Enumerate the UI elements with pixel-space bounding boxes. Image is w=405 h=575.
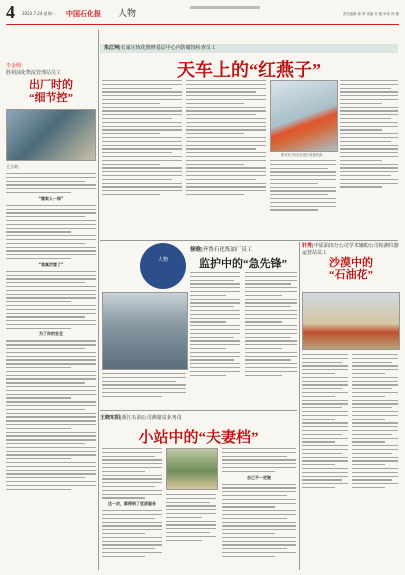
left-author: 王立筑	[6, 164, 18, 169]
right-title-line1: 沙漠中的	[329, 257, 373, 269]
page-number: 4	[6, 2, 15, 22]
left-story	[6, 63, 96, 571]
column-divider	[98, 30, 99, 570]
mid-circle-badge: 人物	[140, 243, 186, 289]
bottom-banner-name: 王晓东阳	[100, 415, 121, 421]
right-banner-desc: |中原油田分公司学术辅助公司检测仪器运营站员工	[302, 243, 399, 256]
left-subhead-1: “像家人一样”	[38, 195, 64, 201]
top-photo-caption: 图为朱江珂正在进行设备检查。	[280, 153, 326, 157]
issue-date: 2023.7.24 星期一	[22, 11, 56, 16]
mid-body-col3	[245, 272, 297, 378]
left-kicker-desc: 胜利油化物流管理站员工	[6, 70, 62, 76]
column-divider-right	[299, 242, 300, 570]
bottom-subhead-2: 自己不一定做	[247, 474, 271, 480]
bottom-body-col3	[222, 448, 296, 560]
header-rule	[190, 6, 260, 9]
left-subhead-2: “我真厉害了”	[38, 261, 64, 267]
right-banner-name: 轩秀	[302, 243, 313, 249]
section-name: 人物	[118, 8, 137, 18]
top-body-col2	[186, 80, 266, 198]
bottom-body-col2	[166, 494, 216, 543]
paper-name: 中国石化报	[66, 10, 101, 18]
top-photo	[270, 80, 338, 152]
mid-photo	[102, 292, 188, 370]
section-divider-2	[100, 410, 297, 411]
mid-body-col2	[190, 272, 240, 378]
right-body-col1	[302, 354, 348, 491]
left-title-line1: 出厂时的	[29, 79, 73, 91]
right-title-line2: “石油花”	[329, 269, 373, 281]
top-story-title: 天车上的“红燕子”	[177, 60, 321, 80]
bottom-body-col1	[102, 448, 162, 560]
section-divider-1	[100, 240, 398, 241]
left-kicker-name: 李金刚：	[6, 63, 27, 69]
bottom-story-title: 小站中的“夫妻档”	[138, 430, 259, 446]
top-banner-desc: |石家庄炼化维修基层中心内防腐蚀检查员工	[119, 45, 216, 51]
bottom-subhead-1: 这一次，都得到了优质服务	[108, 501, 156, 507]
top-body-col3	[270, 160, 336, 213]
mid-story-banner	[190, 245, 296, 255]
top-banner-name: 朱江珂	[104, 45, 120, 51]
right-banner	[302, 243, 400, 257]
top-body-col1	[102, 80, 182, 198]
editor-credits: 责任编辑 徐 李 美编 苏 雅 审读 徐 雅	[342, 12, 399, 16]
left-photo	[6, 109, 96, 161]
bottom-story-banner	[100, 414, 297, 423]
top-story-banner	[100, 44, 398, 53]
mid-story-title: 监护中的“急先锋”	[199, 258, 287, 270]
bottom-banner-desc: |浙江石油公司测量站业务员	[120, 415, 182, 421]
left-subhead-3: 为了你的安全	[39, 331, 63, 337]
right-body-col2	[352, 354, 398, 491]
left-body-text	[6, 173, 96, 568]
mid-banner-desc: |齐鲁石化炼油厂员工	[201, 247, 253, 253]
right-photo	[302, 292, 400, 350]
page-header	[6, 2, 399, 25]
left-title-line2: “细节控”	[29, 92, 73, 104]
mid-banner-name: 徐晗	[190, 247, 202, 253]
mid-body-col1	[102, 373, 186, 400]
top-body-col4	[340, 80, 398, 190]
bottom-photo	[166, 448, 218, 490]
right-story-header	[302, 243, 400, 289]
